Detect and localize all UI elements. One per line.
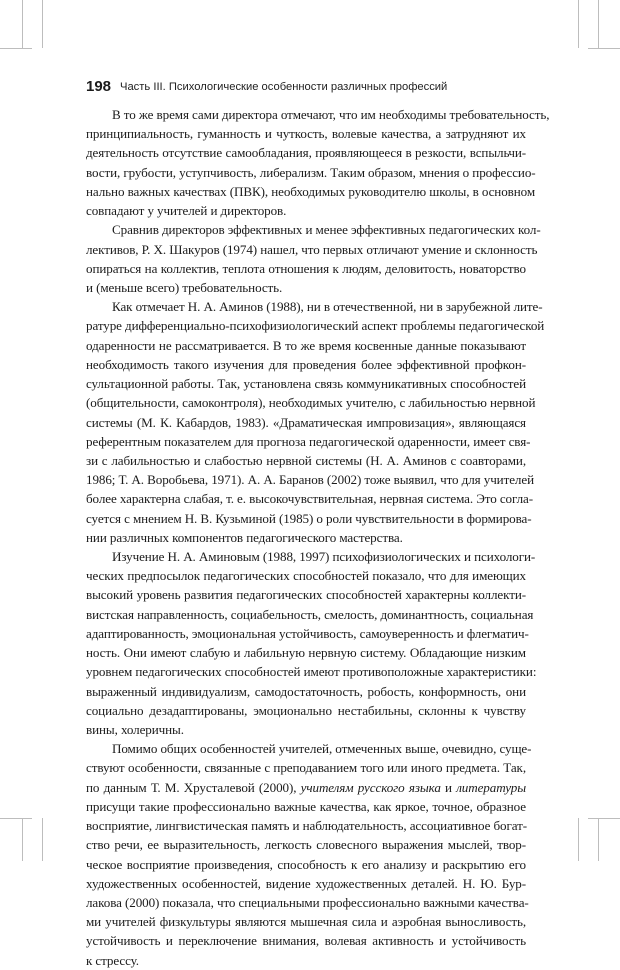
text-line: устойчивость и переключение внимания, волевая активность и устойчивость xyxy=(86,933,526,949)
crop-mark-bottom-right-vertical-inner xyxy=(598,818,599,861)
page-number: 198 xyxy=(86,78,112,95)
crop-mark-top-right-vertical xyxy=(578,0,579,48)
crop-mark-top-left-vertical-inner xyxy=(42,0,43,48)
paragraph xyxy=(86,105,550,220)
text-line: ствуют особенности, связанные с преподаванием того или иного предмета. Так, xyxy=(86,760,526,776)
crop-mark-top-left-horizontal xyxy=(0,48,32,49)
paragraph xyxy=(86,547,537,739)
page-header xyxy=(86,78,526,96)
text-line: вости, грубости, уступчивость, либерализм. Таким образом, мнения о профессио- xyxy=(86,164,536,180)
text-line: ми учителей физкультуры являются мышечная сила и аэробная выносливость, xyxy=(86,914,526,930)
text-line: к стрессу. xyxy=(86,952,139,968)
crop-mark-top-right-horizontal xyxy=(588,48,620,49)
text-line: одаренности не рассматривается. В то же время косвенные данные показывают xyxy=(86,337,526,353)
text-line: нально важных качествах (ПВК), необходимых руководителю школы, в основном xyxy=(86,183,536,199)
text-line: 1986; Т. А. Воробьева, 1971). А. А. Баранов (2002) тоже выявил, что для учителей xyxy=(86,472,534,488)
paragraph xyxy=(86,220,541,297)
text-line: Изучение Н. А. Аминовым (1988, 1997) психофизиологических и психологи- xyxy=(112,549,536,565)
text-line: ство речи, ее выразительность, легкость словесного выражения мыслей, твор- xyxy=(86,837,526,853)
text-line: выраженный индивидуализм, самодостаточность, робость, конформность, они xyxy=(86,683,526,699)
text-line: лакова (2000) показала, что специальными профессионально важными качества- xyxy=(86,894,529,910)
text-line: совпадают у учителей и директоров. xyxy=(86,203,287,219)
text-line: Как отмечает Н. А. Аминов (1988), ни в отечественной, ни в зарубежной лите- xyxy=(112,299,543,315)
text-line: уровнем педагогических способностей имеют противоположные характеристики: xyxy=(86,664,537,680)
text-line: социально дезадаптированы, эмоционально нестабильны, склонны к чувству xyxy=(86,702,526,718)
paragraph xyxy=(86,739,532,970)
crop-mark-top-right-vertical-inner xyxy=(598,0,599,48)
text-line: Сравнив директоров эффективных и менее эффективных педагогических кол- xyxy=(112,222,541,238)
text-line: принципиальность, гуманность и чуткость, волевые качества, а затрудняют их xyxy=(86,126,526,142)
text-line: ческое восприятие произведения, способность к его анализу и раскрытию его xyxy=(86,856,526,872)
text-line: восприятие, лингвистическая память и наблюдательность, ассоциативное богат- xyxy=(86,818,528,834)
text-line: деятельность отсутствие самообладания, проявляющееся в резкости, вспыльчи- xyxy=(86,145,526,161)
running-head: Часть III. Психологические особенности различных профессий xyxy=(120,81,448,93)
crop-mark-bottom-left-vertical-inner xyxy=(42,818,43,861)
text-line: сультационной работы. Так, установлена связь коммуникативных способностей xyxy=(86,376,526,392)
crop-mark-bottom-left-vertical xyxy=(22,818,23,861)
paragraph xyxy=(86,297,545,547)
body-text xyxy=(86,105,550,970)
text-line: ратуре дифференциально-психофизиологический аспект проблемы педагогической xyxy=(86,318,545,334)
text-line: по данным Т. М. Хрусталевой (2000), учителям русского языка и литературы xyxy=(86,779,526,795)
text-line: и (меньше всего) требовательность. xyxy=(86,279,283,295)
text-line: системы (М. К. Кабардов, 1983). «Драматическая импровизация», являющаяся xyxy=(86,414,526,430)
text-line: нии различных компонентов педагогического мастерства. xyxy=(86,529,403,545)
text-line: (общительности, самоконтроля), необходимых учителю, с лабильностью нервной xyxy=(86,395,536,411)
crop-mark-bottom-right-horizontal xyxy=(588,818,620,819)
text-line: вины, холеричны. xyxy=(86,722,184,737)
text-line: суется с мнением Н. В. Кузьминой (1985) о роли чувствительности в формирова- xyxy=(86,510,532,526)
text-line: присущи такие профессионально важные качества, как яркое, точное, образное xyxy=(86,798,526,814)
crop-mark-bottom-right-vertical xyxy=(578,818,579,861)
crop-mark-top-left-vertical xyxy=(22,0,23,48)
text-line: необходимость такого изучения для проведения более эффективной профкон- xyxy=(86,356,526,372)
text-line: референтным показателем для прогноза педагогической одаренности, имеет свя- xyxy=(86,433,531,449)
text-line: ность. Они имеют слабую и лабильную нервную систему. Обладающие низким xyxy=(86,645,526,661)
text-line: зи с лабильностью и слабостью нервной системы (Н. А. Аминов с соавторами, xyxy=(86,452,526,468)
text-line: адаптированность, эмоциональная устойчивость, самоуверенность и флегматич- xyxy=(86,625,529,641)
text-line: ческих предпосылок педагогических способностей показало, что для имеющих xyxy=(86,568,526,584)
text-line: лективов, Р. Х. Шакуров (1974) нашел, что первых отличают умение и склонность xyxy=(86,241,538,257)
text-line: более характерна слабая, т. е. высокочувствительная, нервная система. Это согла- xyxy=(86,491,534,507)
crop-mark-bottom-left-horizontal xyxy=(0,818,32,819)
text-line: высокий уровень развития педагогических способностей характерны коллекти- xyxy=(86,587,526,603)
text-line: вистская направленность, социабельность, смелость, доминантность, социальная xyxy=(86,606,534,622)
text-line: художественных особенностей, видение художественных деталей. Н. Ю. Бур- xyxy=(86,875,526,891)
text-line: Помимо общих особенностей учителей, отмеченных выше, очевидно, суще- xyxy=(112,741,532,757)
text-line: опираться на коллектив, теплота отношения к людям, деловитость, новаторство xyxy=(86,260,526,276)
text-line: В то же время сами директора отмечают, что им необходимы требовательность, xyxy=(112,107,550,122)
